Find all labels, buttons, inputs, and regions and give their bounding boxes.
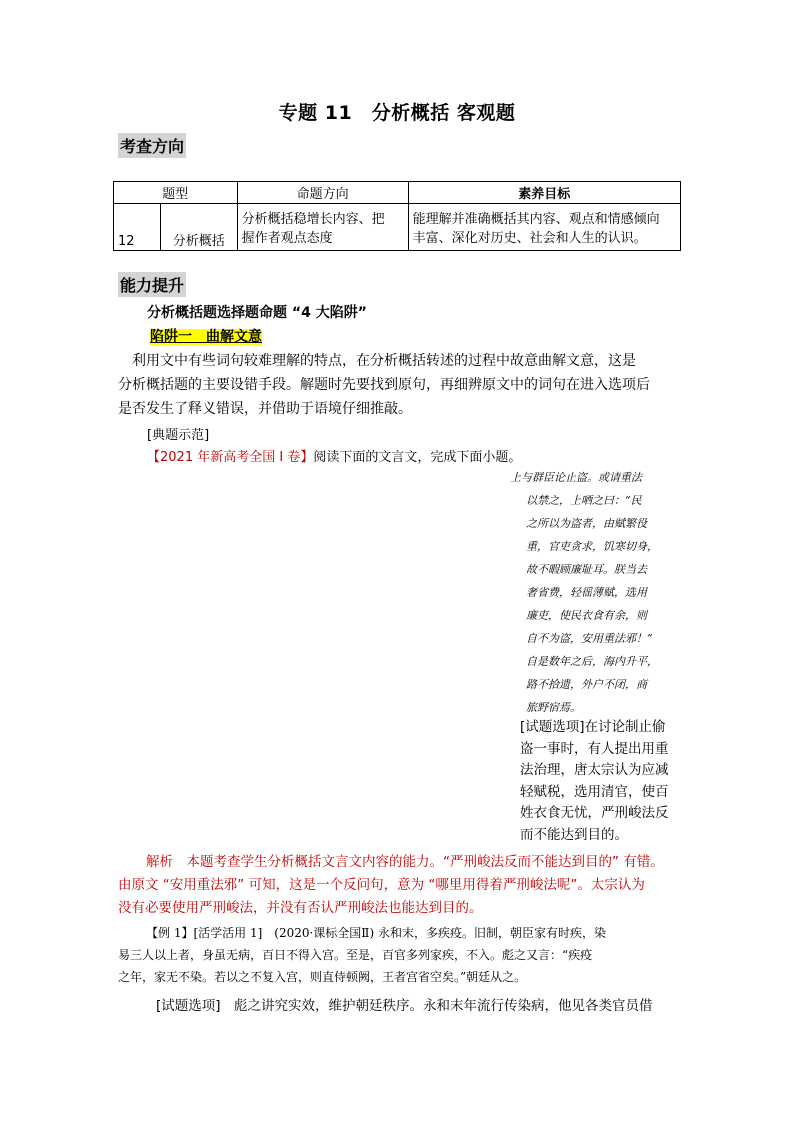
table-cell-type: 分析概括 [161, 204, 238, 251]
page-title: 专题 11 分析概括 客观题 [278, 102, 516, 124]
trap-heading [150, 326, 262, 346]
table-header-row [114, 182, 681, 204]
option-line: 法治理，唐太宗认为应减 [520, 762, 669, 778]
exam-line [147, 446, 521, 465]
analysis-line [118, 851, 698, 874]
option-line: 姓衣食无忧，严刑峻法反 [520, 805, 669, 821]
table-cell-goal [408, 204, 680, 251]
passage-line: 路不拾遗，外户不闭，商 [526, 678, 647, 691]
text-line: 分析概括题的主要设错手段。解题时先要找到原句，再细辨原文中的词句在进入选项后 [118, 377, 650, 393]
table-header: 题型 [114, 182, 238, 204]
passage-line: 上与群臣论止盗。或请重法 [510, 471, 642, 484]
passage-line: 之所以为盗者，由赋繁役 [526, 517, 647, 530]
passage-line: 重，官吏贪求，饥寒切身， [526, 540, 658, 553]
example-tag: [典题示范] [147, 428, 210, 443]
example-line: 易三人以上者，身虽无病，百日不得入宫。至是，百官多列家疾，不入。彪之又言：“疾疫 [118, 948, 593, 962]
example-1-option: [试题选项] 彪之讲究实效，维护朝廷秩序。永和末年流行传染病，他见各类官员借 [156, 998, 653, 1014]
trap-label: 陷阱一 曲解文意 [150, 329, 262, 345]
option-block [520, 717, 690, 846]
table-header: 命题方向 [237, 182, 408, 204]
exam-source: 【2021 年新高考全国 I 卷】 [147, 450, 314, 465]
option-line: 盗一事时，有人提出用重 [520, 740, 669, 757]
passage-line: 自不为盗，安用重法邪！” [526, 632, 653, 645]
direction-line: 握作者观点态度 [241, 231, 333, 246]
section-heading-exam-direction: 考查方向 [118, 133, 186, 158]
analysis-line: 没有必要使用严刑峻法，并没有否认严刑峻法也能达到目的。 [118, 900, 483, 916]
passage-line: 廉吏，使民衣食有余，则 [526, 609, 647, 622]
example-line: 【例 1】[活学活用 1] (2020·课标全国Ⅱ) 永和末，多疾疫。旧制，朝臣家有时疾，染 [146, 926, 606, 940]
text-line: 是否发生了释义错误，并借助于语境仔细推敲。 [118, 401, 412, 417]
analysis-block [118, 851, 698, 920]
table-cell-num: 12 [114, 204, 161, 251]
passage-line: 旅野宿焉。 [526, 701, 581, 714]
text-line: 利用文中有些词句较难理解的特点，在分析概括转述的过程中故意曲解文意，这是 [118, 353, 636, 369]
option-line: 而不能达到目的。 [520, 826, 628, 843]
analysis-line: 由原文 “安用重法邪” 可知，这是一个反问句，意为 “哪里用得着严刑峻法呢”。太宗认为 [118, 877, 645, 893]
table-row [114, 204, 681, 251]
trap-description [118, 349, 688, 421]
passage-line: 以禁之，上哂之曰：“民 [526, 494, 642, 507]
subheading: 分析概括题选择题命题 “4 大陷阱” [147, 305, 367, 321]
goal-line: 丰富、深化对历史、社会和人生的认识。 [412, 231, 647, 246]
passage-line: 自是数年之后，海内升平， [526, 655, 658, 668]
example-1-block [118, 922, 698, 988]
analysis-text: 本题考查学生分析概括文言文内容的能力。“严刑峻法反而不能达到目的” 有错。 [173, 854, 664, 870]
analysis-label: 解析 [146, 854, 173, 870]
passage-line: 奢省费，轻徭薄赋，选用 [526, 586, 647, 599]
exam-instruction: 阅读下面的文言文，完成下面小题。 [313, 450, 522, 465]
example-line: 之年，家无不染。若以之不复入宫，则直侍顿阙，王者宫省空矣。”朝廷从之。 [118, 970, 527, 984]
classical-passage [510, 466, 700, 719]
table-cell-direction [237, 204, 408, 251]
option-line: 轻赋税，选用清官，使百 [520, 783, 669, 800]
section-heading-ability: 能力提升 [118, 272, 186, 297]
table-header: 素养目标 [408, 182, 680, 204]
option-line: [试题选项]在讨论制止偷 [520, 719, 666, 735]
spec-table [113, 181, 681, 251]
direction-line: 分析概括稳增长内容、把 [241, 212, 385, 227]
goal-line: 能理解并准确概括其内容、观点和情感倾向 [412, 212, 660, 227]
passage-line: 故不暇顾廉耻耳。朕当去 [526, 563, 647, 576]
